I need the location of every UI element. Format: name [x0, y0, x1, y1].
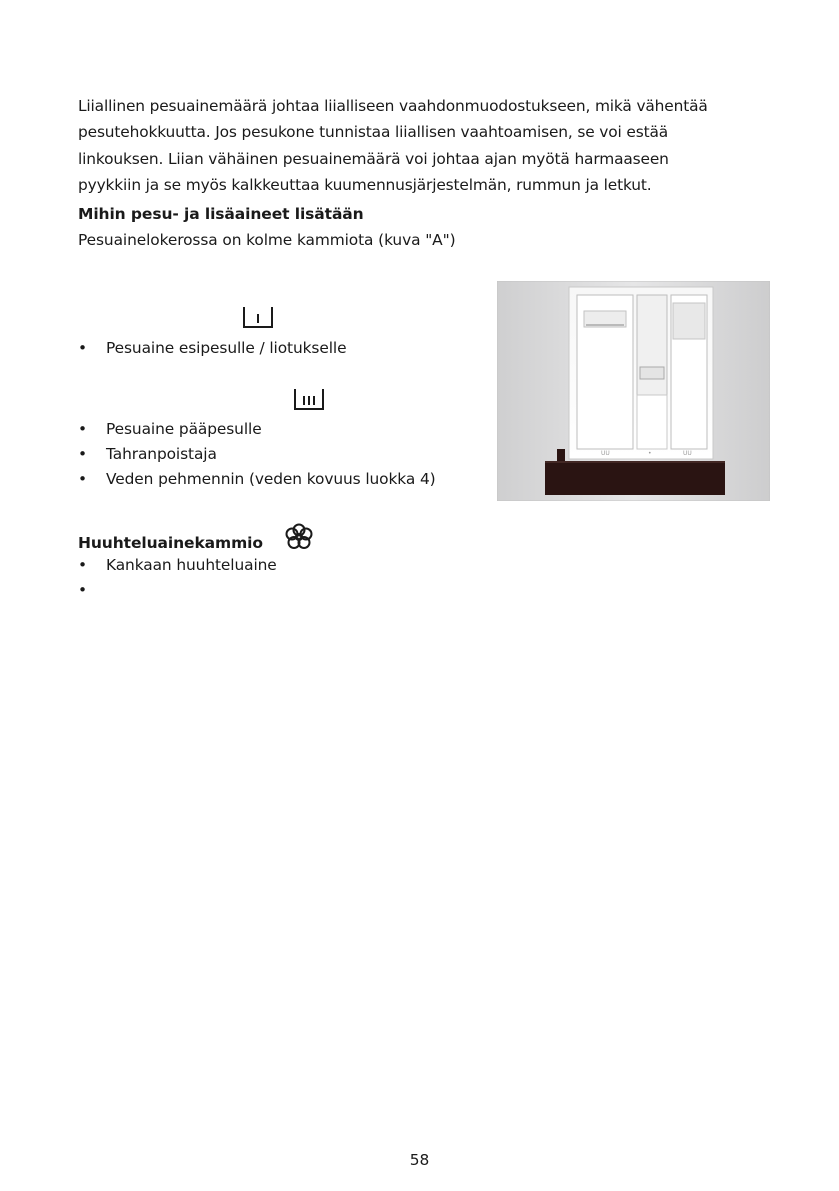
detergent-drawer-photo — [497, 281, 770, 501]
bullet: • — [78, 445, 87, 463]
list-item-text: Tahranpoistaja — [106, 445, 217, 463]
intro-line: linkouksen. Liian vähäinen pesuainemäärä voi johtaa ajan myötä harmaaseen — [78, 149, 669, 168]
list-item — [78, 442, 436, 467]
bullet: • — [78, 581, 87, 599]
bullet: • — [78, 420, 87, 438]
list-item-text: Kankaan huuhteluaine — [106, 556, 277, 574]
list-item — [78, 553, 277, 578]
section-subtext: Pesuainelokerossa on kolme kammiota (kuva "A") — [78, 231, 456, 249]
section-heading: Mihin pesu- ja lisäaineet lisätään — [78, 205, 364, 223]
list-item-text: Pesuaine esipesulle / liotukselle — [106, 339, 347, 357]
prewash-chamber-icon — [242, 305, 274, 333]
intro-paragraph — [78, 93, 768, 198]
intro-line: Liiallinen pesuainemäärä johtaa liialliseen vaahdonmuodostukseen, mikä vähentää — [78, 97, 708, 115]
intro-line: pesutehokkuutta. Jos pesukone tunnistaa liiallisen vaahtoamisen, se voi estää — [78, 123, 669, 142]
svg-text:UU: UU — [601, 450, 610, 457]
mainwash-list — [78, 417, 436, 492]
prewash-list — [78, 336, 346, 361]
list-item — [78, 578, 277, 603]
flower-softener-icon — [284, 523, 314, 555]
bullet: • — [78, 470, 87, 488]
bullet: • — [78, 556, 87, 574]
intro-line: pyykkiin ja se myös kalkkeuttaa kuumennusjärjestelmän, rummun ja letkut. — [78, 175, 652, 194]
list-item — [78, 336, 346, 361]
rinse-heading — [78, 531, 263, 555]
page-number: 58 — [409, 1151, 430, 1169]
rinse-list — [78, 553, 277, 603]
svg-text:•: • — [648, 450, 652, 457]
list-item-text: Pesuaine pääpesulle — [106, 420, 262, 438]
bullet: • — [78, 339, 87, 357]
list-item — [78, 417, 436, 442]
mainwash-chamber-icon — [293, 387, 325, 415]
svg-text:UU: UU — [683, 450, 692, 457]
list-item — [78, 467, 436, 492]
list-item-text: Veden pehmennin (veden kovuus luokka 4) — [106, 470, 436, 488]
rinse-heading-text: Huuhteluainekammio — [78, 534, 263, 552]
